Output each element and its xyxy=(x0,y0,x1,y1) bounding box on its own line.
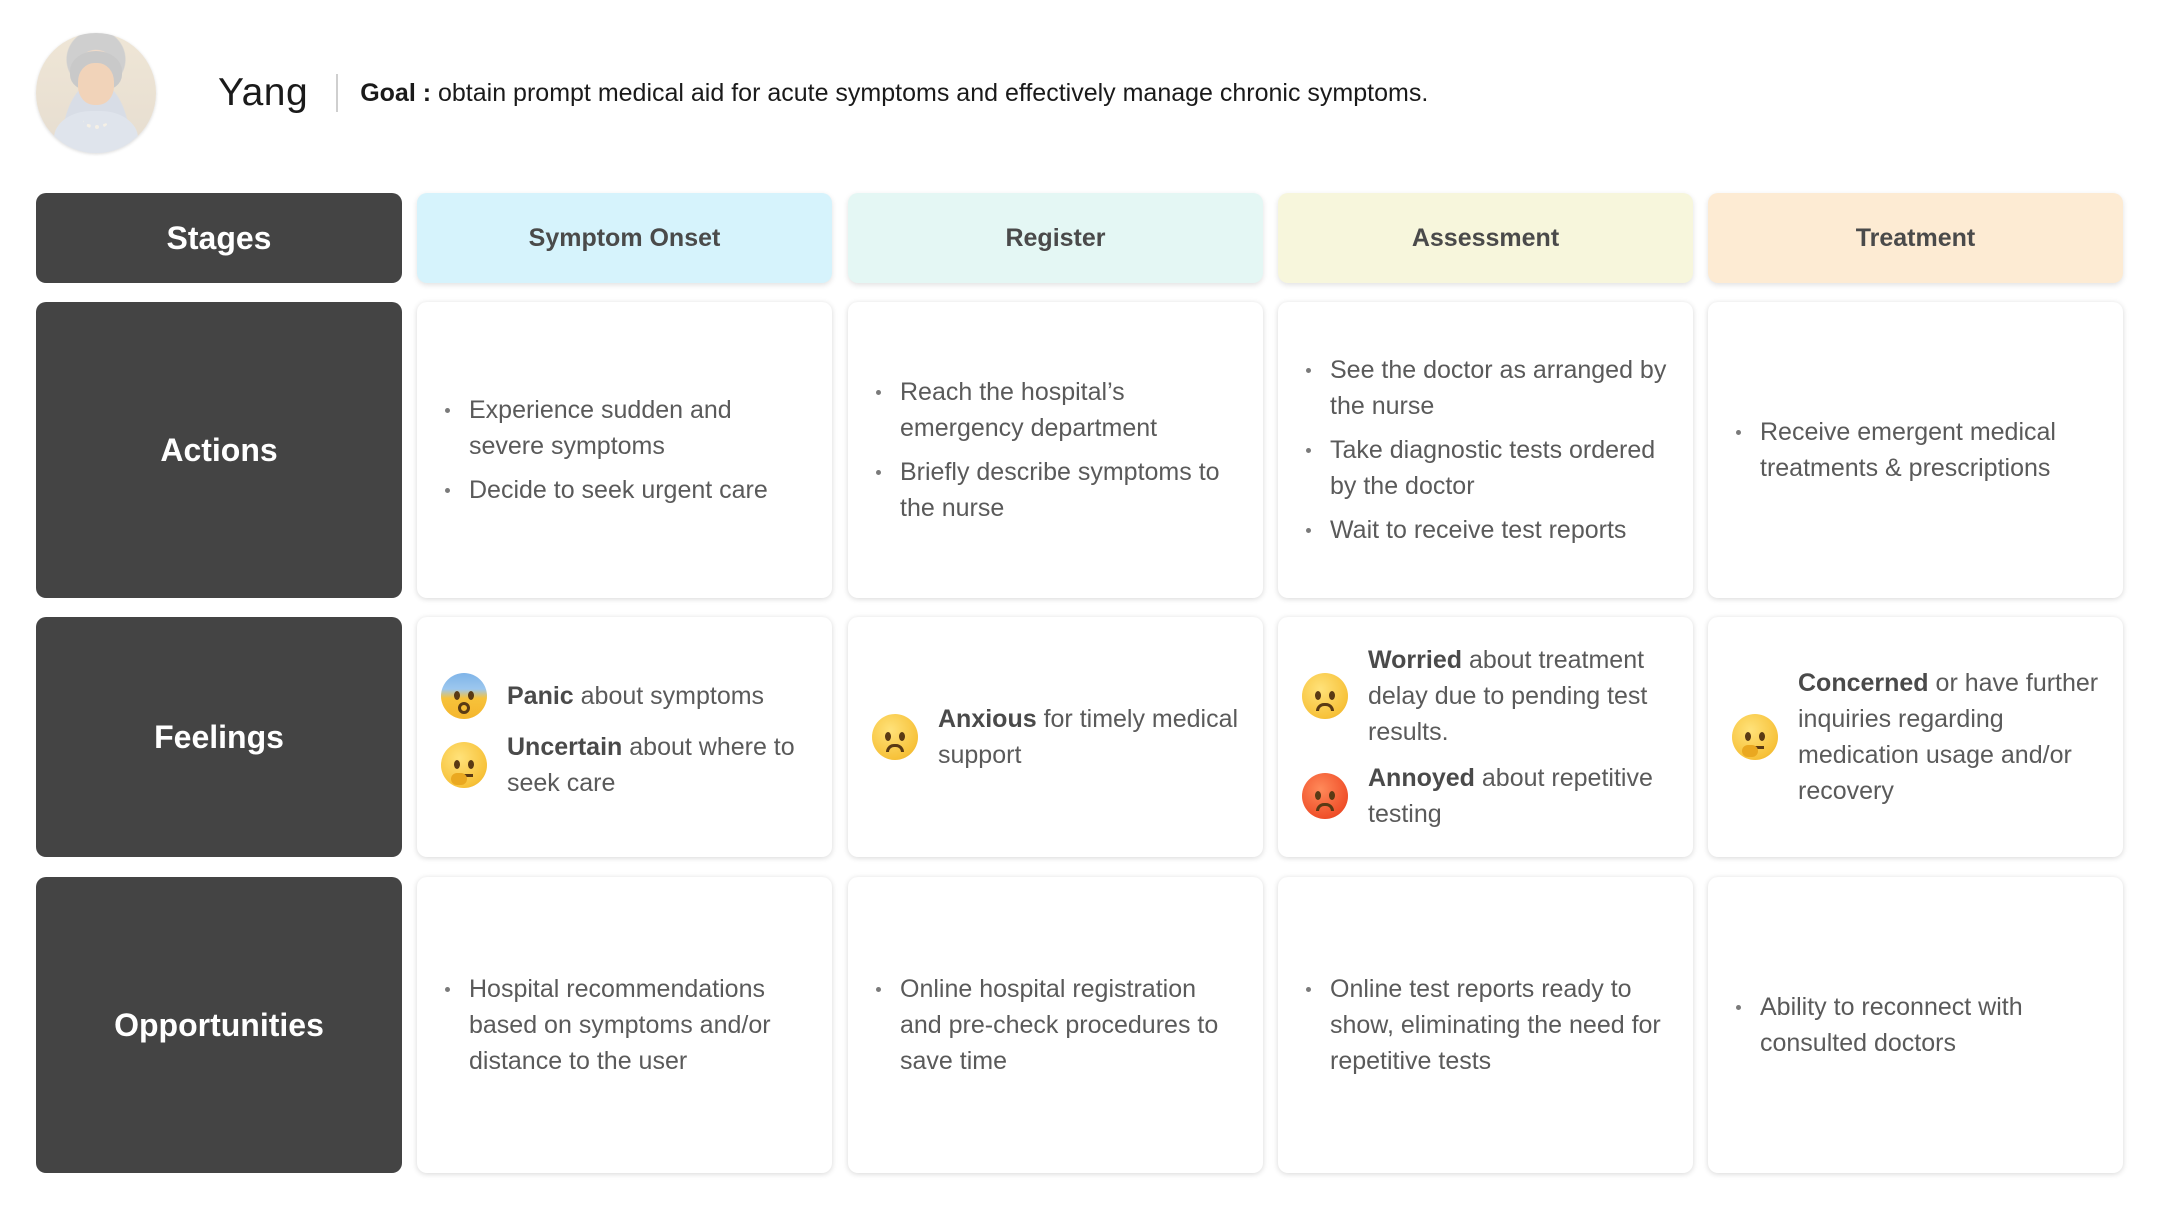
feeling-strong: Anxious xyxy=(938,705,1037,733)
feeling-rest: about repetitive testing xyxy=(1368,764,1653,828)
stage-header-symptom-onset: Symptom Onset xyxy=(417,193,832,283)
feeling-strong: Worried xyxy=(1368,646,1462,674)
list-item: Hospital recommendations based on symptoms and/or distance to the user xyxy=(445,971,812,1079)
feeling-item xyxy=(441,673,812,719)
feeling-item xyxy=(1732,665,2103,809)
actions-card-symptom-onset xyxy=(417,302,832,598)
opportunities-list xyxy=(1278,963,1693,1087)
goal-label: Goal : xyxy=(360,78,432,107)
persona-avatar xyxy=(36,33,156,153)
thinking-face-icon xyxy=(1732,714,1778,760)
list-item: Take diagnostic tests ordered by the doctor xyxy=(1306,432,1673,504)
list-item: Decide to seek urgent care xyxy=(445,472,812,508)
list-item: Briefly describe symptoms to the nurse xyxy=(876,454,1243,526)
row-header-feelings: Feelings xyxy=(36,617,402,857)
list-item: Reach the hospital’s emergency department xyxy=(876,374,1243,446)
list-item: Wait to receive test reports xyxy=(1306,512,1673,548)
actions-list xyxy=(1278,344,1693,556)
row-header-actions: Actions xyxy=(36,302,402,598)
feelings-card-assessment xyxy=(1278,617,1693,857)
fearful-face-icon xyxy=(441,673,487,719)
actions-card-assessment xyxy=(1278,302,1693,598)
feeling-rest: about where to seek care xyxy=(507,733,795,797)
actions-card-register xyxy=(848,302,1263,598)
feeling-strong: Panic xyxy=(507,682,574,710)
feeling-strong: Concerned xyxy=(1798,669,1929,697)
feeling-rest: or have further inquiries regarding medication usage and/or recovery xyxy=(1798,669,2099,805)
feeling-strong: Uncertain xyxy=(507,733,623,761)
feeling-rest: for timely medical support xyxy=(938,705,1239,769)
persona-header xyxy=(36,33,1428,153)
opportunities-card-assessment xyxy=(1278,877,1693,1173)
feeling-strong: Annoyed xyxy=(1368,764,1475,792)
feelings-card-symptom-onset xyxy=(417,617,832,857)
list-item: Online test reports ready to show, eliminating the need for repetitive tests xyxy=(1306,971,1673,1079)
actions-list xyxy=(1708,406,2123,494)
persona-name: Yang xyxy=(218,71,309,114)
stage-header-register: Register xyxy=(848,193,1263,283)
list-item: Ability to reconnect with consulted doctors xyxy=(1736,989,2103,1061)
list-item: Online hospital registration and pre-check procedures to save time xyxy=(876,971,1243,1079)
feeling-item xyxy=(1302,642,1673,750)
opportunities-list xyxy=(417,963,832,1087)
list-item: See the doctor as arranged by the nurse xyxy=(1306,352,1673,424)
feeling-rest: about symptoms xyxy=(573,682,765,710)
feeling-item xyxy=(872,701,1243,773)
row-header-opportunities: Opportunities xyxy=(36,877,402,1173)
actions-list xyxy=(417,384,832,516)
stage-header-treatment: Treatment xyxy=(1708,193,2123,283)
worried-face-icon xyxy=(872,714,918,760)
angry-face-icon xyxy=(1302,773,1348,819)
thinking-face-icon xyxy=(441,742,487,788)
persona-goal xyxy=(360,79,1428,108)
actions-list xyxy=(848,366,1263,534)
feeling-rest: about treatment delay due to pending test results. xyxy=(1368,646,1648,746)
feelings-card-treatment xyxy=(1708,617,2123,857)
stages-corner: Stages xyxy=(36,193,402,283)
opportunities-card-treatment xyxy=(1708,877,2123,1173)
worried-face-icon xyxy=(1302,673,1348,719)
list-item: Experience sudden and severe symptoms xyxy=(445,392,812,464)
list-item: Receive emergent medical treatments & prescriptions xyxy=(1736,414,2103,486)
feeling-item xyxy=(441,729,812,801)
opportunities-card-symptom-onset xyxy=(417,877,832,1173)
opportunities-list xyxy=(1708,981,2123,1069)
opportunities-card-register xyxy=(848,877,1263,1173)
feeling-item xyxy=(1302,760,1673,832)
stage-header-assessment: Assessment xyxy=(1278,193,1693,283)
actions-card-treatment xyxy=(1708,302,2123,598)
goal-text: obtain prompt medical aid for acute symptoms and effectively manage chronic symptoms. xyxy=(438,78,1429,107)
header-divider xyxy=(336,74,338,112)
feelings-card-register xyxy=(848,617,1263,857)
opportunities-list xyxy=(848,963,1263,1087)
